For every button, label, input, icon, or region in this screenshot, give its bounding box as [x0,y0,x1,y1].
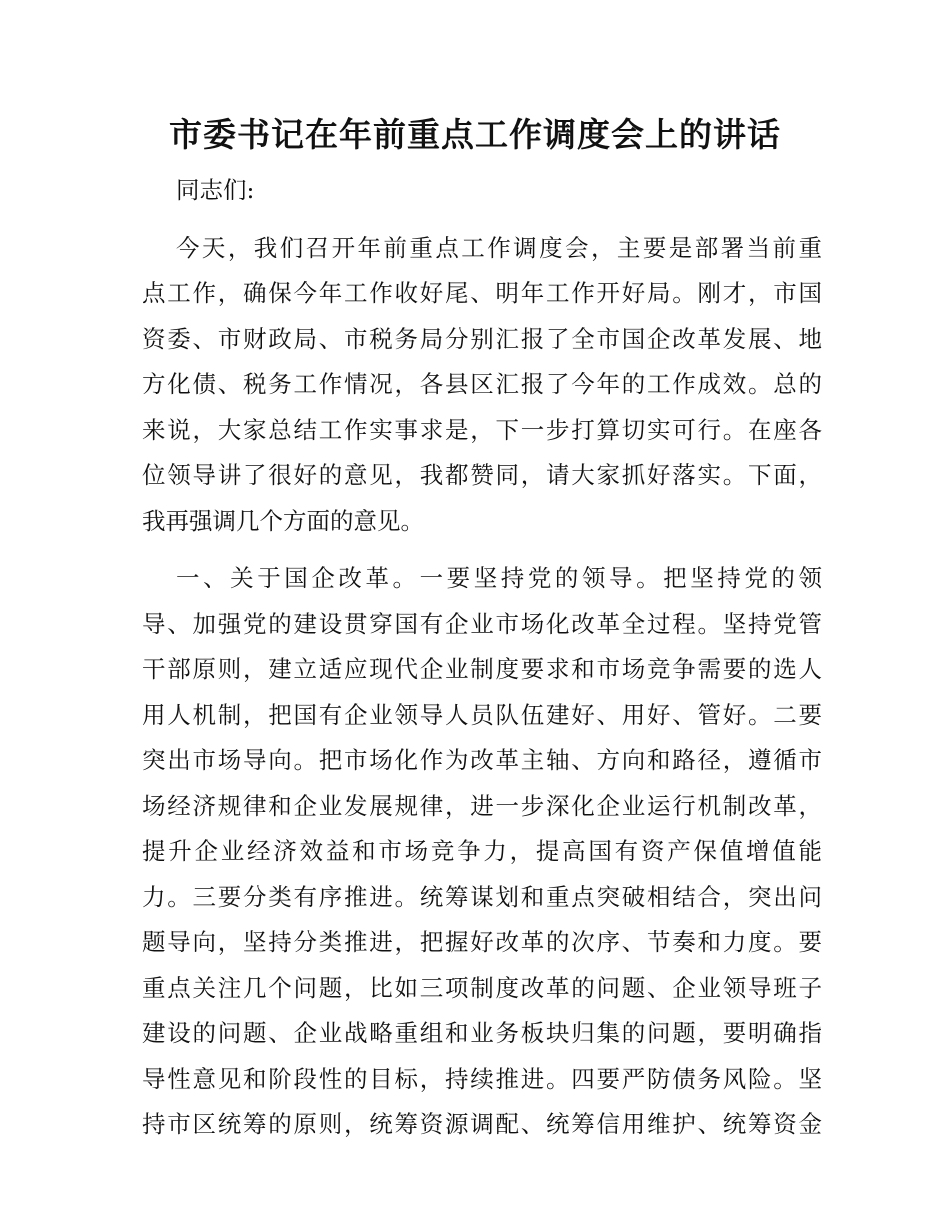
paragraph-line: 今天，我们召开年前重点工作调度会，主要是部署当前重 [176,233,822,262]
paragraph-line: 导、加强党的建设贯穿国有企业市场化改革全过程。坚持党管 [142,609,822,638]
paragraph-line: 导性意见和阶段性的目标，持续推进。四要严防债务风险。坚 [142,1064,822,1093]
paragraph-line: 位领导讲了很好的意见，我都赞同，请大家抓好落实。下面， [142,461,822,489]
paragraph-spacer [142,214,822,226]
paragraph-line: 题导向，坚持分类推进，把握好改革的次序、节奏和力度。要 [142,928,822,956]
paragraph-line: 资委、市财政局、市税务局分别汇报了全市国企改革发展、地 [142,324,822,353]
paragraph-line: 持市区统筹的原则，统筹资源调配、统筹信用维护、统筹资金 [142,1110,822,1138]
paragraph-line: 场经济规律和企业发展规律，进一步深化企业运行机制改革， [142,791,822,820]
paragraph-line: 建设的问题、企业战略重组和业务板块归集的问题，要明确指 [142,1019,822,1047]
paragraph-line: 用人机制，把国有企业领导人员队伍建好、用好、管好。二要 [142,700,822,729]
salutation: 同志们: [176,176,255,204]
paragraph-line: 点工作，确保今年工作收好尾、明年工作开好局。刚才，市国 [142,279,822,307]
document-title: 市委书记在年前重点工作调度会上的讲话 [169,115,781,154]
paragraph-line: 提升企业经济效益和市场竞争力，提高国有资产保值增值能 [142,837,822,865]
paragraph-line: 我再强调几个方面的意见。 [142,506,424,535]
paragraph-line: 突出市场导向。把市场化作为改革主轴、方向和路径，遵循市 [142,746,822,774]
document-body [142,168,822,1148]
paragraph-spacer [142,544,822,556]
paragraph-line: 干部原则，建立适应现代企业制度要求和市场竞争需要的选人 [142,655,822,683]
paragraph-line: 方化债、税务工作情况，各县区汇报了今年的工作成效。总的 [142,370,822,398]
paragraph-2 [142,556,822,1148]
paragraph-1 [142,226,822,545]
paragraph-line: 力。三要分类有序推进。统筹谋划和重点突破相结合，突出问 [142,882,822,911]
paragraph-line: 一、关于国企改革。一要坚持党的领导。把坚持党的领 [176,564,822,592]
paragraph-line: 重点关注几个问题，比如三项制度改革的问题、企业领导班子 [142,973,822,1002]
paragraph-line: 来说，大家总结工作实事求是，下一步打算切实可行。在座各 [142,415,822,444]
